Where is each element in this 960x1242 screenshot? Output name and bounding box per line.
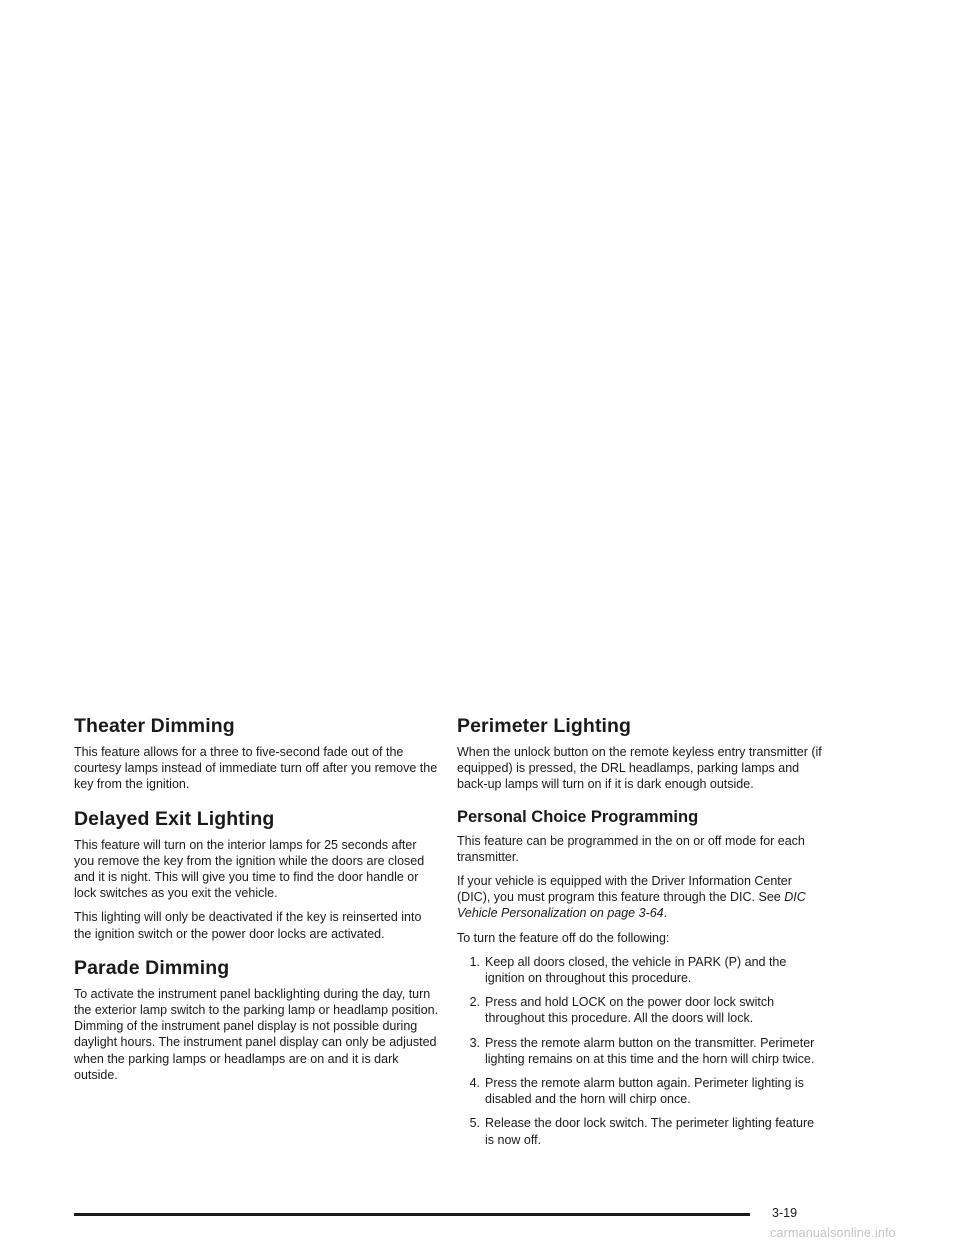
section-delayed-exit-lighting: [74, 807, 439, 942]
page-number: 3-19: [772, 1206, 798, 1220]
step-text: Press and hold LOCK on the power door lock switch throughout this procedure. All the doors will lock.: [485, 995, 775, 1026]
right-column: [457, 714, 822, 1162]
step-item: [457, 954, 822, 986]
step-number: 5.: [469, 1116, 480, 1131]
section-perimeter-lighting: [457, 714, 822, 793]
dic-text-suffix: .: [663, 906, 668, 921]
step-number: 2.: [469, 995, 480, 1010]
heading-theater-dimming: Theater Dimming: [74, 715, 235, 737]
parade-dimming-text: To activate the instrument panel backlighting during the day, turn the exterior lamp switch to the parking lamp or headlamp position. Dimming of the instrument panel display is not possible during daylight hours. The instrument panel display can only be adjusted when the parking lamps or headlamps are on and it is dark outside.: [74, 986, 439, 1082]
cross-reference-link[interactable]: DIC Vehicle Personalization on page 3-64: [457, 890, 806, 921]
section-parade-dimming: [74, 956, 439, 1083]
delayed-exit-text-1: This feature will turn on the interior lamps for 25 seconds after you remove the key from the ignition while the doors are closed and it is night. This will give you time to find the door handle or lock switches as you exit the vehicle.: [74, 837, 425, 901]
footer-rule: [74, 1213, 750, 1216]
heading-personal-choice-programming: Personal Choice Programming: [457, 807, 699, 826]
personal-choice-text-2: [457, 873, 822, 922]
step-text: Press the remote alarm button on the transmitter. Perimeter lighting remains on at this time and the horn will chirp twice.: [485, 1035, 815, 1066]
step-item: [457, 994, 822, 1026]
step-text: Release the door lock switch. The perimeter lighting feature is now off.: [485, 1116, 815, 1147]
dic-text-prefix: If your vehicle is equipped with the Driver Information Center (DIC), you must program this feature through the DIC. See: [457, 874, 792, 905]
step-item: [457, 1115, 822, 1147]
step-text: Keep all doors closed, the vehicle in PARK (P) and the ignition on throughout this procedure.: [485, 954, 787, 986]
procedure-steps: [457, 954, 822, 1148]
personal-choice-text-3: To turn the feature off do the following:: [457, 930, 670, 945]
heading-delayed-exit-lighting: Delayed Exit Lighting: [74, 807, 275, 830]
step-text: Press the remote alarm button again. Perimeter lighting is disabled and the horn will chirp once.: [485, 1076, 804, 1107]
theater-dimming-text: This feature allows for a three to five-second fade out of the courtesy lamps instead of immediate turn off after you remove the key from the ignition.: [74, 745, 438, 792]
step-item: [457, 1035, 822, 1067]
section-theater-dimming: [74, 714, 439, 793]
personal-choice-text-1: This feature can be programmed in the on or off mode for each transmitter.: [457, 833, 805, 864]
step-number: 4.: [469, 1076, 480, 1091]
step-item: [457, 1075, 822, 1107]
delayed-exit-text-2: This lighting will only be deactivated if the key is reinserted into the ignition switch or the power door locks are activated.: [74, 910, 422, 941]
watermark-text: carmanualsonline.info: [770, 1226, 896, 1240]
perimeter-lighting-text: When the unlock button on the remote keyless entry transmitter (if equipped) is pressed, the DRL headlamps, parking lamps and back-up lamps will turn on if it is dark enough outside.: [457, 745, 822, 792]
left-column: [74, 714, 439, 1097]
heading-perimeter-lighting: Perimeter Lighting: [457, 715, 632, 737]
section-personal-choice-programming: [457, 807, 822, 1148]
heading-parade-dimming: Parade Dimming: [74, 956, 230, 979]
step-number: 3.: [469, 1035, 480, 1050]
step-number: 1.: [469, 954, 480, 969]
